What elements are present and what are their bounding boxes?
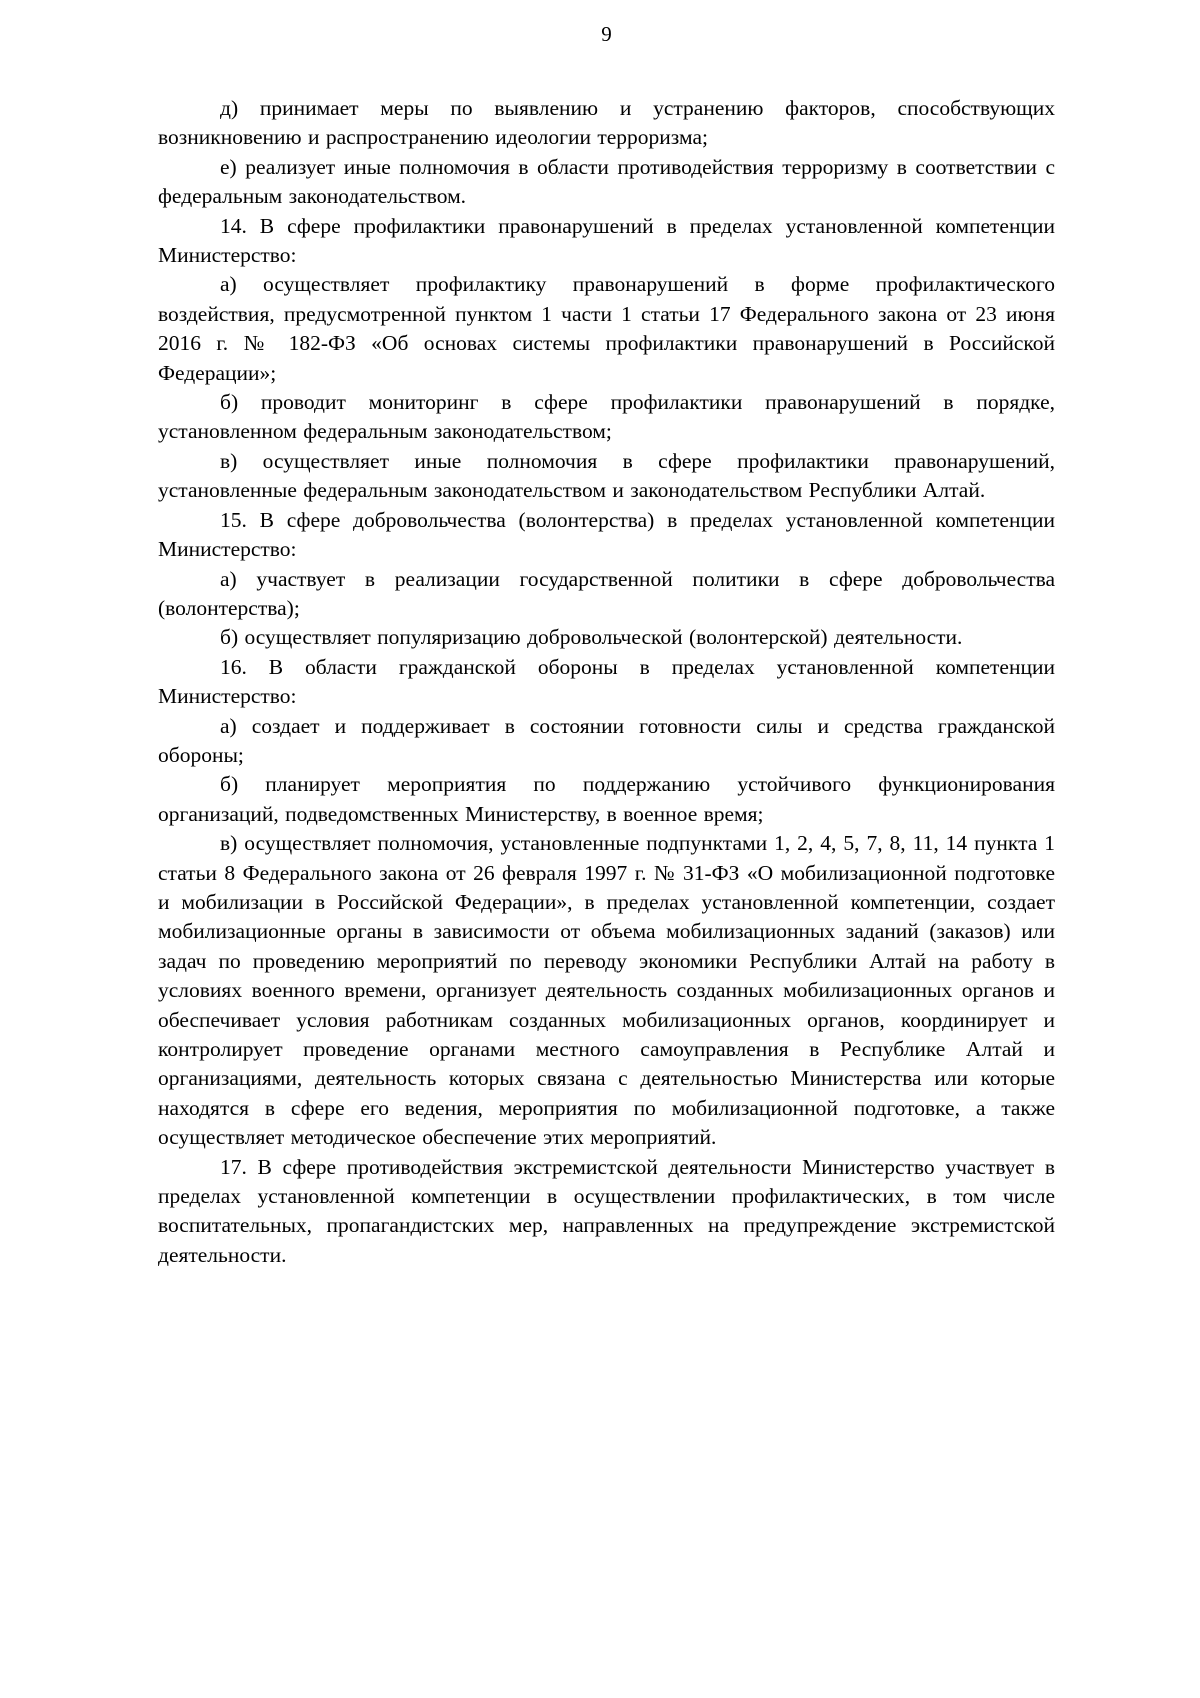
- paragraph: д) принимает меры по выявлению и устранению факторов, способствующих возникновению и распространению идеологии терроризма;: [158, 96, 1055, 150]
- paragraph: б) осуществляет популяризацию добровольческой (волонтерской) деятельности.: [220, 625, 963, 650]
- document-body: [158, 94, 1055, 1270]
- paragraph: в) осуществляет полномочия, установленные подпунктами 1, 2, 4, 5, 7, 8, 11, 14 пункта 1 статьи 8 Федерального закона от 26 февраля 1997 г. № 31-ФЗ «О мобилизационной подготовке и мобилизации в Российской Федерации», в пределах установленной компетенции, создает мобилизационные органы в зависимости от объема мобилизационных заданий (заказов) или задач по проведению мероприятий по переводу экономики Республики Алтай на работу в условиях военного времени, организует деятельность созданных мобилизационных органов и обеспечивает условия работникам созданных мобилизационных органов, координирует и контролирует проведение органами местного самоуправления в Республике Алтай и организациями, деятельность которых связана с деятельностью Министерства или которые находятся в сфере его ведения, мероприятия по мобилизационной подготовке, а также осуществляет методическое обеспечение этих мероприятий.: [158, 831, 1055, 1150]
- paragraph: 14. В сфере профилактики правонарушений в пределах установленной компетенции Министерство:: [158, 213, 1055, 268]
- paragraph: а) осуществляет профилактику правонарушений в форме профилактического воздействия, предусмотренной пунктом 1 части 1 статьи 17 Федерального закона от 23 июня 2016 г. № 182-ФЗ «Об основах системы профилактики правонарушений в Российской Федерации»;: [158, 272, 1055, 385]
- paragraph: 17. В сфере противодействия экстремистской деятельности Министерство участвует в пределах установленной компетенции в осуществлении профилактических, в том числе воспитательных, пропагандистских мер, направленных на предупреждение экстремистской деятельности.: [158, 1154, 1055, 1267]
- paragraph: 16. В области гражданской обороны в пределах установленной компетенции Министерство:: [158, 654, 1055, 709]
- paragraph: б) проводит мониторинг в сфере профилактики правонарушений в порядке, установленном федеральным законодательством;: [158, 390, 1055, 444]
- paragraph: а) участвует в реализации государственной политики в сфере добровольчества (волонтерства);: [158, 566, 1055, 620]
- paragraph: б) планирует мероприятия по поддержанию устойчивого функционирования организаций, подведомственных Министерству, в военное время;: [158, 772, 1055, 826]
- paragraph: е) реализует иные полномочия в области противодействия терроризму в соответствии с федеральным законодательством.: [158, 154, 1055, 209]
- paragraph: 15. В сфере добровольчества (волонтерства) в пределах установленной компетенции Министерство:: [158, 507, 1055, 562]
- page-number: 9: [601, 22, 612, 46]
- paragraph: в) осуществляет иные полномочия в сфере профилактики правонарушений, установленные федеральным законодательством и законодательством Республики Алтай.: [158, 448, 1055, 503]
- paragraph: а) создает и поддерживает в состоянии готовности силы и средства гражданской обороны;: [158, 713, 1055, 767]
